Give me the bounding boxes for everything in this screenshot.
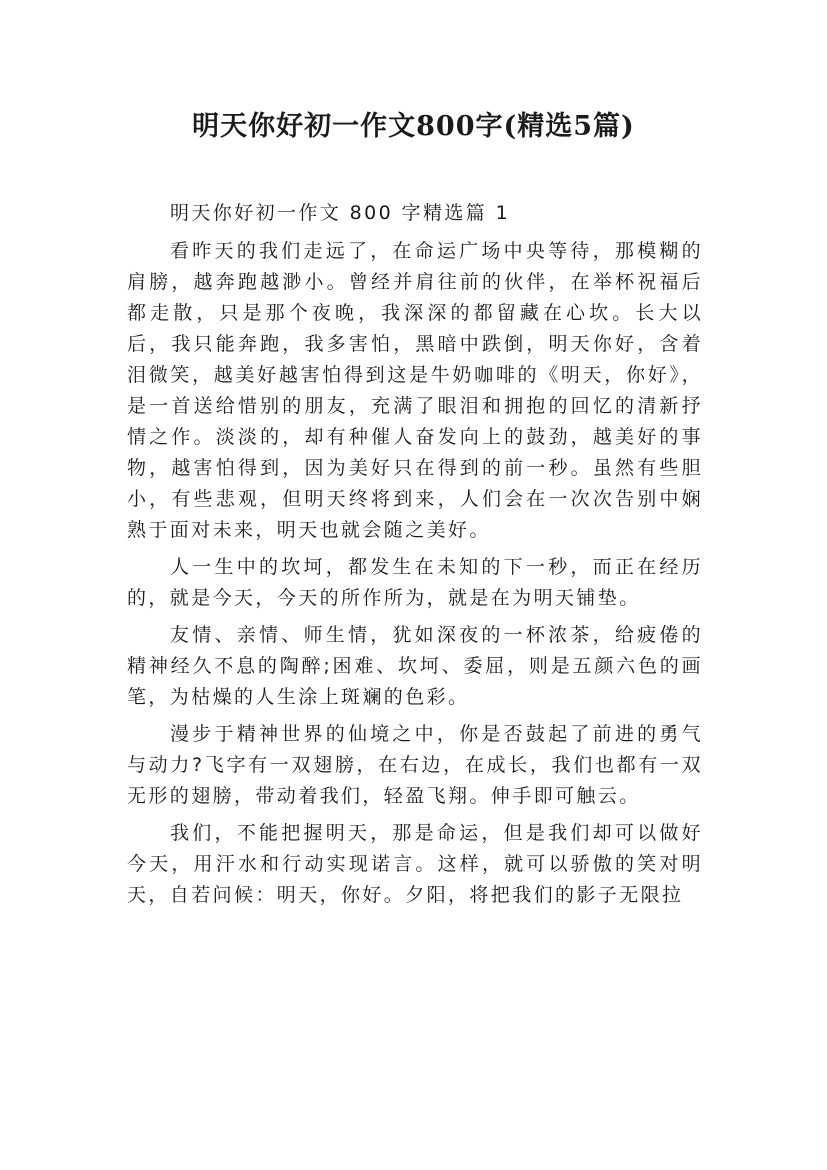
paragraph-2: 人一生中的坎坷，都发生在未知的下一秒，而正在经历的，就是今天，今天的所作所为，就是在为明天铺垫。 bbox=[127, 556, 703, 609]
paragraph-4: 漫步于精神世界的仙境之中，你是否鼓起了前进的勇气与动力?飞字有一双翅膀，在右边，在成长，我们也都有一双无形的翅膀，带动着我们，轻盈飞翔。伸手即可触云。 bbox=[127, 723, 703, 807]
paragraph-1: 看昨天的我们走远了，在命运广场中央等待，那模糊的肩膀，越奔跑越渺小。曾经并肩往前的伙伴，在举杯祝福后都走散，只是那个夜晚，我深深的都留藏在心坎。长大以后，我只能奔跑，我多害怕，黑暗中跌倒，明天你好，含着泪微笑，越美好越害怕得到这是牛奶咖啡的《明天，你好》，是一首送给惜别的朋友，充满了眼泪和拥抱的回忆的清新抒情之作。淡淡的，却有种催人奋发向上的鼓劲，越美好的事物，越害怕得到，因为美好只在得到的前一秒。虽然有些胆小，有些悲观，但明天终将到来，人们会在一次次告别中娴熟于面对未来，明天也就会随之美好。 bbox=[127, 240, 703, 541]
section-heading: 明天你好初一作文 800 字精选篇 1 bbox=[170, 202, 511, 224]
paragraph-5: 我们，不能把握明天，那是命运，但是我们却可以做好今天，用汗水和行动实现诺言。这样，就可以骄傲的笑对明天，自若问候：明天，你好。夕阳，将把我们的影子无限拉 bbox=[127, 822, 703, 906]
document-title: 明天你好初一作文800字(精选5篇) bbox=[192, 111, 635, 142]
document-body bbox=[127, 198, 703, 917]
paragraph-3: 友情、亲情、师生情，犹如深夜的一杯浓茶，给疲倦的精神经久不息的陶醉;困难、坎坷、委屈，则是五颜六色的画笔，为枯燥的人生涂上斑斓的色彩。 bbox=[127, 624, 703, 708]
